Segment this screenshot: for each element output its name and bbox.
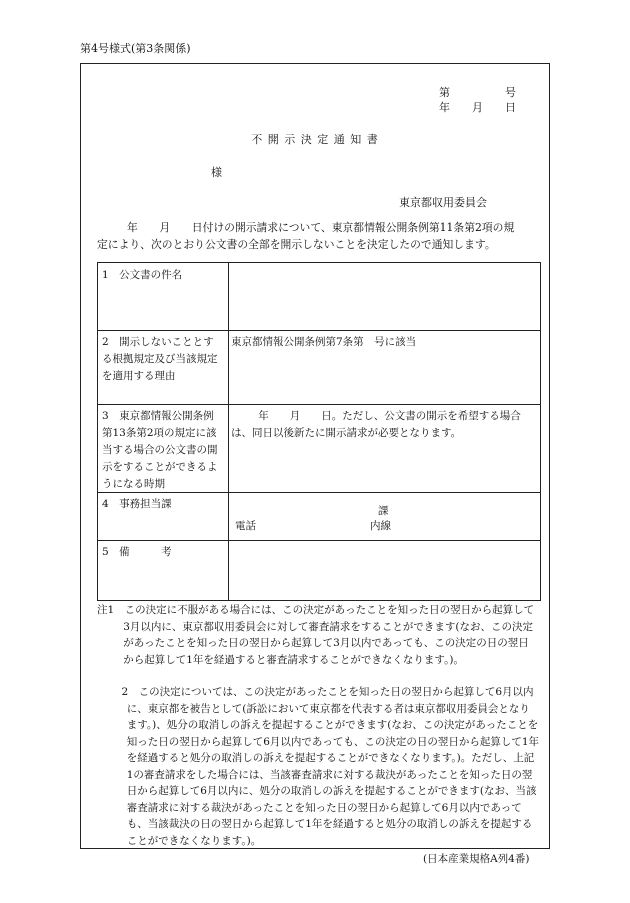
note-1: 注1 この決定に不服がある場合には、この決定があったことを知った日の翌日から起算して3月以内に、東京都収用委員会に対して審査請求をすることができます(なお、この決定があったことを知った日の翌日から起算して3月以内であっても、この決定の日の翌日から起算して1年を経過すると審査請求することができなくなります。)。 xyxy=(97,604,535,666)
row-reason-label: 2 開示しないこととする根拠規定及び当該規定を適用する理由 xyxy=(102,336,218,382)
row-period-label: 3 東京都情報公開条例第13条第2項の規定に該当する場合の公文書の開示をすることができるようになる時期 xyxy=(102,410,218,490)
issue-date: 年 月 日 xyxy=(439,101,516,114)
row-reason-value: 東京都情報公開条例第7条第 号に該当 xyxy=(231,336,417,348)
issuer: 東京都収用委員会 xyxy=(399,196,487,209)
form-number: 第4号様式(第3条関係) xyxy=(80,42,191,55)
row-remarks-label: 5 備 考 xyxy=(102,546,172,558)
row-subject-label: 1 公文書の件名 xyxy=(102,269,183,281)
document-title: 不 開 示 決 定 通 知 書 xyxy=(251,133,379,146)
paper-size-note: (日本産業規格A列4番) xyxy=(423,853,530,865)
row-office-label: 4 事務担当課 xyxy=(102,498,172,510)
row-office-ka: 課 xyxy=(378,505,389,517)
table-divider xyxy=(228,263,229,600)
note-2: 2 この決定については、この決定があったことを知った日の翌日から起算して6月以内に、東京都を被告として(訴訟において東京都を代表する者は東京都収用委員会となります。)、処分の取消しの訴えを提起することができます(なお、この決定があったことを知った日の翌日から起算して6月以内であっても、この決定の日の翌日から起算して1年を経過すると処分の取消しの訴えを提起することができなくなります。)。ただし、上記1の審査請求をした場合には、当該審査請求に対する裁決があったことを知った日の翌日から起算して6月以内に、処分の取消しの訴えを提起することができます(なお、当該審査請求に対する裁決があったことを知った日の翌日から起算して6月以内であっても、当該裁決の日の翌日から起算して1年を経過すると処分の取消しの訴えを提起することができなくなります。)。 xyxy=(121,686,540,847)
issue-number: 第 号 xyxy=(439,86,516,99)
row-office-ext: 内線 xyxy=(370,520,391,532)
row-office-tel: 電話 xyxy=(235,520,256,532)
intro-line-2: 定により、次のとおり公文書の全部を開示しないことを決定したので通知します。 xyxy=(97,238,496,251)
details-table xyxy=(97,262,541,601)
intro-line-1: 年 月 日付けの開示請求について、東京都情報公開条例第11条第2項の規 xyxy=(127,221,515,234)
addressee: 様 xyxy=(211,166,222,179)
row-period-value: 年 月 日。ただし、公文書の開示を希望する場合は、同日以後新たに開示請求が必要となります。 xyxy=(231,410,521,439)
